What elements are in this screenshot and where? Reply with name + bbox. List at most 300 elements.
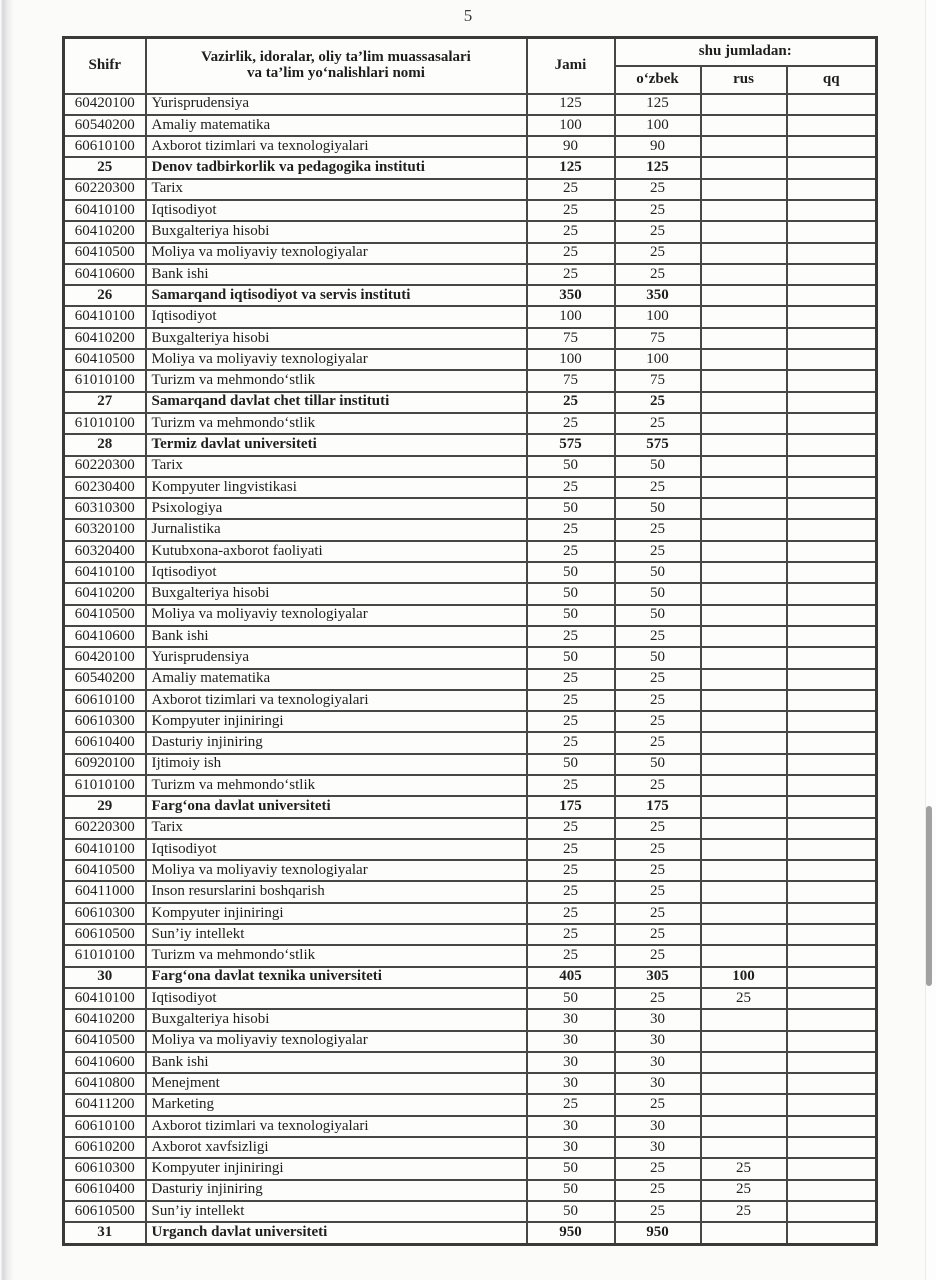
shifr-cell: 60410200	[64, 328, 146, 349]
shifr-cell: 31	[64, 1222, 146, 1244]
table-row	[64, 754, 877, 775]
header-group: shu jumladan:	[615, 38, 877, 66]
shifr-cell: 60410100	[64, 562, 146, 583]
jami-cell: 50	[527, 754, 615, 775]
table-row	[64, 860, 877, 881]
table-row	[64, 349, 877, 370]
jami-cell: 100	[527, 115, 615, 136]
shifr-cell: 60410100	[64, 200, 146, 221]
quota-table	[62, 36, 878, 1246]
rus-cell	[701, 711, 787, 732]
table-row	[64, 924, 877, 945]
shifr-cell: 60610400	[64, 1180, 146, 1201]
rus-cell	[701, 349, 787, 370]
qq-cell	[787, 839, 877, 860]
rus-cell	[701, 1009, 787, 1030]
qq-cell	[787, 1052, 877, 1073]
uzbek-cell: 50	[615, 754, 701, 775]
table-row	[64, 690, 877, 711]
uzbek-cell: 575	[615, 434, 701, 455]
rus-cell	[701, 136, 787, 157]
name-cell: Kompyuter lingvistikasi	[146, 477, 527, 498]
shifr-cell: 60410500	[64, 1031, 146, 1052]
name-cell: Buxgalteriya hisobi	[146, 1009, 527, 1030]
section-row	[64, 967, 877, 988]
rus-cell	[701, 903, 787, 924]
qq-cell	[787, 796, 877, 817]
qq-cell	[787, 328, 877, 349]
jami-cell: 950	[527, 1222, 615, 1244]
header-uzbek: o‘zbek	[615, 66, 701, 94]
qq-cell	[787, 605, 877, 626]
table-row	[64, 456, 877, 477]
rus-cell	[701, 285, 787, 306]
name-cell: Iqtisodiyot	[146, 839, 527, 860]
shifr-cell: 61010100	[64, 370, 146, 391]
table-row	[64, 818, 877, 839]
uzbek-cell: 25	[615, 179, 701, 200]
uzbek-cell: 305	[615, 967, 701, 988]
jami-cell: 25	[527, 243, 615, 264]
name-cell: Moliya va moliyaviy texnologiyalar	[146, 605, 527, 626]
table-row	[64, 264, 877, 285]
qq-cell	[787, 1073, 877, 1094]
qq-cell	[787, 1180, 877, 1201]
rus-cell	[701, 370, 787, 391]
jami-cell: 90	[527, 136, 615, 157]
shifr-cell: 60220300	[64, 818, 146, 839]
table-row	[64, 988, 877, 1009]
table-row	[64, 903, 877, 924]
page-edge-shadow	[0, 0, 14, 1280]
qq-cell	[787, 775, 877, 796]
uzbek-cell: 50	[615, 583, 701, 604]
shifr-cell: 60610300	[64, 903, 146, 924]
rus-cell	[701, 519, 787, 540]
table-row	[64, 1031, 877, 1052]
name-cell: Dasturiy injiniring	[146, 1180, 527, 1201]
name-cell: Iqtisodiyot	[146, 306, 527, 327]
table-row	[64, 669, 877, 690]
shifr-cell: 60410800	[64, 1073, 146, 1094]
shifr-cell: 60410200	[64, 221, 146, 242]
shifr-cell: 60610100	[64, 690, 146, 711]
name-cell: Jurnalistika	[146, 519, 527, 540]
name-cell: Sun’iy intellekt	[146, 924, 527, 945]
jami-cell: 50	[527, 1180, 615, 1201]
qq-cell	[787, 924, 877, 945]
name-cell: Turizm va mehmondo‘stlik	[146, 945, 527, 966]
name-cell: Kompyuter injiniringi	[146, 711, 527, 732]
table-row	[64, 498, 877, 519]
shifr-cell: 60411200	[64, 1094, 146, 1115]
uzbek-cell: 25	[615, 477, 701, 498]
name-cell: Samarqand iqtisodiyot va servis instituti	[146, 285, 527, 306]
shifr-cell: 60410200	[64, 1009, 146, 1030]
table-row	[64, 477, 877, 498]
jami-cell: 25	[527, 903, 615, 924]
uzbek-cell: 25	[615, 775, 701, 796]
table-header	[64, 38, 877, 94]
uzbek-cell: 25	[615, 711, 701, 732]
qq-cell	[787, 818, 877, 839]
jami-cell: 25	[527, 881, 615, 902]
qq-cell	[787, 136, 877, 157]
table-row	[64, 1137, 877, 1158]
table-row	[64, 605, 877, 626]
uzbek-cell: 25	[615, 200, 701, 221]
uzbek-cell: 50	[615, 562, 701, 583]
shifr-cell: 61010100	[64, 413, 146, 434]
uzbek-cell: 125	[615, 157, 701, 178]
rus-cell: 100	[701, 967, 787, 988]
header-name-line2: va ta’lim yo‘nalishlari nomi	[247, 64, 425, 81]
uzbek-cell: 25	[615, 1180, 701, 1201]
uzbek-cell: 25	[615, 626, 701, 647]
qq-cell	[787, 732, 877, 753]
jami-cell: 25	[527, 711, 615, 732]
name-cell: Farg‘ona davlat texnika universiteti	[146, 967, 527, 988]
shifr-cell: 60220300	[64, 179, 146, 200]
shifr-cell: 60220300	[64, 456, 146, 477]
qq-cell	[787, 264, 877, 285]
jami-cell: 30	[527, 1052, 615, 1073]
table-row	[64, 1180, 877, 1201]
table-body	[64, 94, 877, 1245]
uzbek-cell: 75	[615, 328, 701, 349]
name-cell: Iqtisodiyot	[146, 200, 527, 221]
uzbek-cell: 25	[615, 839, 701, 860]
shifr-cell: 60410200	[64, 583, 146, 604]
qq-cell	[787, 711, 877, 732]
qq-cell	[787, 690, 877, 711]
uzbek-cell: 50	[615, 605, 701, 626]
jami-cell: 25	[527, 179, 615, 200]
rus-cell	[701, 221, 787, 242]
table-row	[64, 1158, 877, 1179]
name-cell: Buxgalteriya hisobi	[146, 328, 527, 349]
name-cell: Marketing	[146, 1094, 527, 1115]
rus-cell	[701, 1222, 787, 1244]
uzbek-cell: 75	[615, 370, 701, 391]
shifr-cell: 60920100	[64, 754, 146, 775]
shifr-cell: 60410600	[64, 264, 146, 285]
name-cell: Buxgalteriya hisobi	[146, 583, 527, 604]
table-row	[64, 370, 877, 391]
rus-cell	[701, 157, 787, 178]
qq-cell	[787, 285, 877, 306]
shifr-cell: 60410500	[64, 860, 146, 881]
rus-cell	[701, 456, 787, 477]
rus-cell	[701, 1073, 787, 1094]
scrollbar-thumb[interactable]	[926, 806, 932, 986]
rus-cell	[701, 775, 787, 796]
uzbek-cell: 175	[615, 796, 701, 817]
qq-cell	[787, 456, 877, 477]
name-cell: Urganch davlat universiteti	[146, 1222, 527, 1244]
name-cell: Bank ishi	[146, 264, 527, 285]
jami-cell: 175	[527, 796, 615, 817]
name-cell: Inson resurslarini boshqarish	[146, 881, 527, 902]
rus-cell	[701, 94, 787, 115]
rus-cell	[701, 328, 787, 349]
jami-cell: 25	[527, 541, 615, 562]
uzbek-cell: 25	[615, 669, 701, 690]
table-row	[64, 1116, 877, 1137]
rus-cell	[701, 796, 787, 817]
uzbek-cell: 25	[615, 519, 701, 540]
rus-cell	[701, 115, 787, 136]
uzbek-cell: 25	[615, 541, 701, 562]
shifr-cell: 60310300	[64, 498, 146, 519]
jami-cell: 50	[527, 605, 615, 626]
uzbek-cell: 25	[615, 1201, 701, 1222]
shifr-cell: 60610100	[64, 136, 146, 157]
section-row	[64, 1222, 877, 1244]
jami-cell: 125	[527, 157, 615, 178]
shifr-cell: 60540200	[64, 669, 146, 690]
shifr-cell: 60610300	[64, 711, 146, 732]
jami-cell: 50	[527, 1201, 615, 1222]
uzbek-cell: 350	[615, 285, 701, 306]
qq-cell	[787, 647, 877, 668]
shifr-cell: 60610300	[64, 1158, 146, 1179]
section-row	[64, 157, 877, 178]
jami-cell: 575	[527, 434, 615, 455]
rus-cell	[701, 1052, 787, 1073]
qq-cell	[787, 349, 877, 370]
shifr-cell: 60410100	[64, 988, 146, 1009]
qq-cell	[787, 519, 877, 540]
uzbek-cell: 100	[615, 349, 701, 370]
shifr-cell: 60610400	[64, 732, 146, 753]
name-cell: Denov tadbirkorlik va pedagogika instituti	[146, 157, 527, 178]
table-row	[64, 221, 877, 242]
rus-cell	[701, 945, 787, 966]
qq-cell	[787, 1094, 877, 1115]
rus-cell	[701, 264, 787, 285]
table-row	[64, 1052, 877, 1073]
rus-cell	[701, 392, 787, 413]
qq-cell	[787, 541, 877, 562]
shifr-cell: 60320100	[64, 519, 146, 540]
jami-cell: 100	[527, 306, 615, 327]
jami-cell: 25	[527, 477, 615, 498]
name-cell: Dasturiy injiniring	[146, 732, 527, 753]
table-row	[64, 1094, 877, 1115]
shifr-cell: 60610100	[64, 1116, 146, 1137]
shifr-cell: 60320400	[64, 541, 146, 562]
name-cell: Tarix	[146, 456, 527, 477]
uzbek-cell: 25	[615, 903, 701, 924]
rus-cell	[701, 562, 787, 583]
qq-cell	[787, 370, 877, 391]
uzbek-cell: 50	[615, 498, 701, 519]
uzbek-cell: 25	[615, 988, 701, 1009]
rus-cell	[701, 413, 787, 434]
jami-cell: 25	[527, 221, 615, 242]
qq-cell	[787, 967, 877, 988]
uzbek-cell: 100	[615, 306, 701, 327]
header-shifr: Shifr	[64, 38, 146, 94]
qq-cell	[787, 179, 877, 200]
qq-cell	[787, 860, 877, 881]
uzbek-cell: 25	[615, 243, 701, 264]
name-cell: Axborot tizimlari va texnologiyalari	[146, 1116, 527, 1137]
jami-cell: 50	[527, 562, 615, 583]
uzbek-cell: 25	[615, 264, 701, 285]
name-cell: Turizm va mehmondo‘stlik	[146, 775, 527, 796]
shifr-cell: 25	[64, 157, 146, 178]
uzbek-cell: 25	[615, 392, 701, 413]
rus-cell	[701, 1094, 787, 1115]
section-row	[64, 285, 877, 306]
jami-cell: 30	[527, 1137, 615, 1158]
jami-cell: 25	[527, 392, 615, 413]
name-cell: Kompyuter injiniringi	[146, 903, 527, 924]
qq-cell	[787, 413, 877, 434]
uzbek-cell: 30	[615, 1116, 701, 1137]
jami-cell: 75	[527, 370, 615, 391]
table-row	[64, 881, 877, 902]
table-row	[64, 1009, 877, 1030]
rus-cell	[701, 434, 787, 455]
jami-cell: 25	[527, 200, 615, 221]
jami-cell: 100	[527, 349, 615, 370]
jami-cell: 25	[527, 519, 615, 540]
uzbek-cell: 25	[615, 881, 701, 902]
qq-cell	[787, 583, 877, 604]
uzbek-cell: 30	[615, 1031, 701, 1052]
qq-cell	[787, 1222, 877, 1244]
jami-cell: 50	[527, 498, 615, 519]
uzbek-cell: 50	[615, 647, 701, 668]
name-cell: Samarqand davlat chet tillar instituti	[146, 392, 527, 413]
jami-cell: 25	[527, 669, 615, 690]
jami-cell: 30	[527, 1009, 615, 1030]
jami-cell: 50	[527, 456, 615, 477]
table-row	[64, 200, 877, 221]
rus-cell: 25	[701, 988, 787, 1009]
qq-cell	[787, 669, 877, 690]
qq-cell	[787, 306, 877, 327]
page-number: 5	[463, 6, 473, 25]
table-row	[64, 541, 877, 562]
shifr-cell: 60610500	[64, 1201, 146, 1222]
shifr-cell: 60410100	[64, 839, 146, 860]
name-cell: Moliya va moliyaviy texnologiyalar	[146, 860, 527, 881]
qq-cell	[787, 945, 877, 966]
name-cell: Sun’iy intellekt	[146, 1201, 527, 1222]
header-name-line1: Vazirlik, idoralar, oliy ta’lim muassasalari	[201, 49, 471, 65]
jami-cell: 350	[527, 285, 615, 306]
uzbek-cell: 30	[615, 1052, 701, 1073]
table-row	[64, 136, 877, 157]
name-cell: Ijtimoiy ish	[146, 754, 527, 775]
jami-cell: 30	[527, 1116, 615, 1137]
shifr-cell: 60230400	[64, 477, 146, 498]
qq-cell	[787, 1031, 877, 1052]
table-row	[64, 562, 877, 583]
name-cell: Moliya va moliyaviy texnologiyalar	[146, 349, 527, 370]
uzbek-cell: 25	[615, 818, 701, 839]
table-row	[64, 94, 877, 115]
table-row	[64, 647, 877, 668]
uzbek-cell: 25	[615, 221, 701, 242]
rus-cell	[701, 1137, 787, 1158]
rus-cell: 25	[701, 1201, 787, 1222]
jami-cell: 30	[527, 1073, 615, 1094]
table-row	[64, 243, 877, 264]
qq-cell	[787, 392, 877, 413]
header-jami: Jami	[527, 38, 615, 94]
qq-cell	[787, 498, 877, 519]
uzbek-cell: 125	[615, 94, 701, 115]
uzbek-cell: 25	[615, 413, 701, 434]
name-cell: Iqtisodiyot	[146, 562, 527, 583]
rus-cell	[701, 498, 787, 519]
name-cell: Tarix	[146, 179, 527, 200]
rus-cell	[701, 881, 787, 902]
shifr-cell: 26	[64, 285, 146, 306]
rus-cell	[701, 583, 787, 604]
name-cell: Kutubxona-axborot faoliyati	[146, 541, 527, 562]
shifr-cell: 60420100	[64, 647, 146, 668]
jami-cell: 25	[527, 818, 615, 839]
shifr-cell: 60410600	[64, 1052, 146, 1073]
shifr-cell: 60410100	[64, 306, 146, 327]
shifr-cell: 60610200	[64, 1137, 146, 1158]
name-cell: Termiz davlat universiteti	[146, 434, 527, 455]
table-row	[64, 519, 877, 540]
name-cell: Tarix	[146, 818, 527, 839]
shifr-cell: 60420100	[64, 94, 146, 115]
table-row	[64, 626, 877, 647]
table-row	[64, 179, 877, 200]
rus-cell	[701, 200, 787, 221]
rus-cell	[701, 839, 787, 860]
uzbek-cell: 25	[615, 1158, 701, 1179]
rus-cell	[701, 306, 787, 327]
shifr-cell: 61010100	[64, 775, 146, 796]
shifr-cell: 27	[64, 392, 146, 413]
qq-cell	[787, 1009, 877, 1030]
qq-cell	[787, 881, 877, 902]
jami-cell: 25	[527, 860, 615, 881]
qq-cell	[787, 1116, 877, 1137]
name-cell: Turizm va mehmondo‘stlik	[146, 370, 527, 391]
table-row	[64, 583, 877, 604]
table-row	[64, 328, 877, 349]
rus-cell	[701, 818, 787, 839]
uzbek-cell: 100	[615, 115, 701, 136]
rus-cell	[701, 605, 787, 626]
name-cell: Bank ishi	[146, 1052, 527, 1073]
rus-cell	[701, 179, 787, 200]
name-cell: Turizm va mehmondo‘stlik	[146, 413, 527, 434]
qq-cell	[787, 754, 877, 775]
name-cell: Amaliy matematika	[146, 669, 527, 690]
uzbek-cell: 90	[615, 136, 701, 157]
jami-cell: 50	[527, 647, 615, 668]
rus-cell	[701, 690, 787, 711]
rus-cell	[701, 647, 787, 668]
qq-cell	[787, 903, 877, 924]
jami-cell: 25	[527, 945, 615, 966]
uzbek-cell: 25	[615, 860, 701, 881]
scrollbar-track[interactable]	[925, 0, 936, 1280]
rus-cell	[701, 243, 787, 264]
